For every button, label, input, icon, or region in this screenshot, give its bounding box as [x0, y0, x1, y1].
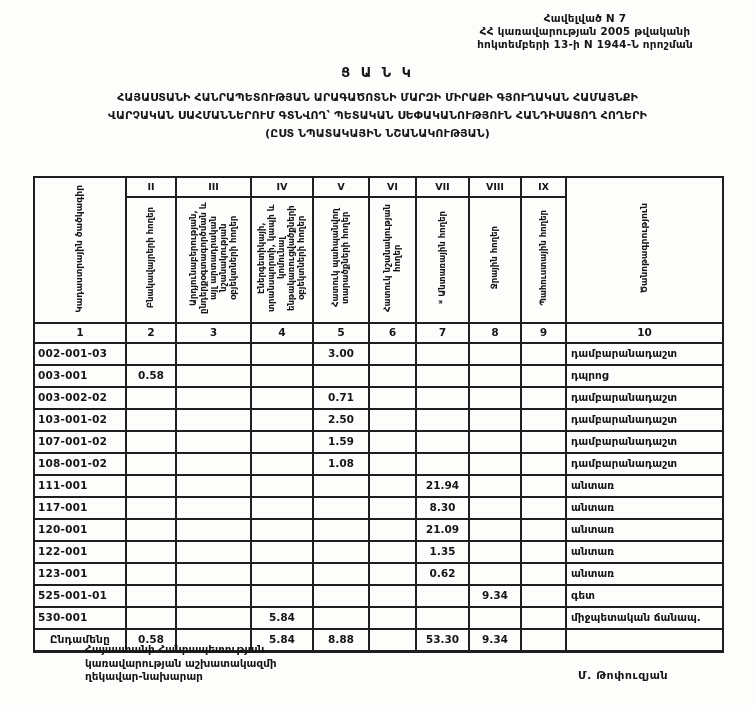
value-cell	[176, 343, 251, 365]
table-row	[34, 409, 723, 431]
value-cell	[469, 541, 521, 563]
note-cell: գետ	[566, 585, 723, 607]
signature-name: Մ. Թոփուզյան	[578, 669, 669, 682]
note-cell	[566, 629, 723, 652]
value-cell	[251, 541, 313, 563]
value-cell	[521, 607, 566, 629]
cadastral-code-cell: Ընդամենը	[34, 629, 126, 652]
roman-numeral-cell: V	[313, 177, 369, 197]
value-cell	[251, 343, 313, 365]
value-cell: 1.59	[313, 431, 369, 453]
roman-numeral-row	[34, 177, 723, 197]
value-cell: 21.94	[416, 475, 469, 497]
value-cell	[416, 607, 469, 629]
value-cell	[313, 585, 369, 607]
land-parcels-table	[33, 176, 724, 653]
value-cell	[521, 563, 566, 585]
value-cell	[176, 365, 251, 387]
document-subtitle	[0, 89, 755, 143]
value-cell	[176, 585, 251, 607]
value-cell	[416, 387, 469, 409]
cadastral-code-cell: 107-001-02	[34, 431, 126, 453]
value-cell	[176, 409, 251, 431]
value-cell	[469, 387, 521, 409]
value-cell	[369, 343, 416, 365]
value-cell	[251, 431, 313, 453]
column-number-row	[34, 323, 723, 343]
value-cell	[521, 475, 566, 497]
roman-numeral-cell: VI	[369, 177, 416, 197]
value-cell	[369, 563, 416, 585]
value-cell	[369, 497, 416, 519]
cadastral-code-cell: 123-001	[34, 563, 126, 585]
value-cell	[469, 607, 521, 629]
value-cell	[313, 563, 369, 585]
value-cell	[521, 431, 566, 453]
value-cell	[416, 365, 469, 387]
cadastral-code-cell: 530-001	[34, 607, 126, 629]
value-cell	[469, 453, 521, 475]
table-row	[34, 497, 723, 519]
value-cell: 0.71	[313, 387, 369, 409]
roman-numeral-cell: IV	[251, 177, 313, 197]
value-cell: 21.09	[416, 519, 469, 541]
note-cell: անտառ	[566, 475, 723, 497]
table-row	[34, 343, 723, 365]
value-cell	[469, 409, 521, 431]
category-header: * Անտառային հողեր	[416, 197, 469, 323]
table-row	[34, 563, 723, 585]
cadastral-code-cell: 120-001	[34, 519, 126, 541]
value-cell: 1.08	[313, 453, 369, 475]
value-cell	[176, 453, 251, 475]
roman-numeral-cell: VIII	[469, 177, 521, 197]
value-cell	[176, 563, 251, 585]
cadastral-code-cell: 103-001-02	[34, 409, 126, 431]
value-cell	[176, 541, 251, 563]
value-cell: 9.34	[469, 629, 521, 652]
value-cell: 2.50	[313, 409, 369, 431]
cadastral-code-cell: 122-001	[34, 541, 126, 563]
value-cell	[521, 365, 566, 387]
value-cell	[313, 541, 369, 563]
subtitle-line: ՀԱՅԱՍՏԱՆԻ ՀԱՆՐԱՊԵՏՈՒԹՅԱՆ ԱՐԱԳԱԾՈՏՆԻ ՄԱՐԶԻ ՄԻՐԱՔԻ ԳՅՈՒՂԱԿԱՆ ՀԱՄԱՅՆՔԻ	[117, 91, 638, 104]
value-cell	[469, 497, 521, 519]
table-row	[34, 387, 723, 409]
note-column-header-label: Ծանոթագրություն	[639, 203, 650, 294]
value-cell: 53.30	[416, 629, 469, 652]
value-cell	[176, 519, 251, 541]
value-cell: 5.84	[251, 607, 313, 629]
value-cell	[251, 409, 313, 431]
cadastral-code-cell: 003-002-02	[34, 387, 126, 409]
signatory-line: կառավարության աշխատակազմի	[85, 657, 277, 670]
value-cell: 0.62	[416, 563, 469, 585]
value-cell	[469, 563, 521, 585]
value-cell	[126, 431, 176, 453]
value-cell: 0.58	[126, 629, 176, 652]
value-cell	[369, 475, 416, 497]
value-cell	[469, 343, 521, 365]
column-number-cell: 10	[566, 323, 723, 343]
value-cell	[469, 519, 521, 541]
table-row	[34, 519, 723, 541]
value-cell	[313, 365, 369, 387]
value-cell	[416, 409, 469, 431]
cadastral-code-cell: 117-001	[34, 497, 126, 519]
category-header: Արդյունաբերության, ընդերքօգտագործման և այլ արտադրական նշանակության օբյեկտների հողեր	[176, 197, 251, 323]
value-cell	[176, 387, 251, 409]
table-row	[34, 453, 723, 475]
value-cell	[126, 607, 176, 629]
value-cell	[251, 519, 313, 541]
value-cell	[416, 585, 469, 607]
category-header: Ջրային հողեր	[469, 197, 521, 323]
roman-numeral-cell: IX	[521, 177, 566, 197]
annex-reference	[420, 13, 750, 52]
column-number-cell: 9	[521, 323, 566, 343]
value-cell	[521, 585, 566, 607]
column-number-cell: 3	[176, 323, 251, 343]
note-column-header	[566, 177, 723, 323]
table-row	[34, 607, 723, 629]
note-cell: դպրոց	[566, 365, 723, 387]
table-row	[34, 541, 723, 563]
category-header: Պահուստային հողեր	[521, 197, 566, 323]
value-cell	[521, 343, 566, 365]
value-cell	[313, 497, 369, 519]
value-cell	[251, 453, 313, 475]
column-number-cell: 1	[34, 323, 126, 343]
note-cell: դամբարանադաշտ	[566, 453, 723, 475]
value-cell	[369, 629, 416, 652]
value-cell	[369, 519, 416, 541]
note-cell: անտառ	[566, 497, 723, 519]
table-row	[34, 365, 723, 387]
note-cell: դամբարանադաշտ	[566, 343, 723, 365]
value-cell	[313, 475, 369, 497]
value-cell	[126, 387, 176, 409]
note-cell: դամբարանադաշտ	[566, 387, 723, 409]
table-row	[34, 585, 723, 607]
cadastral-code-cell: 002-001-03	[34, 343, 126, 365]
value-cell	[176, 475, 251, 497]
cadastral-code-cell: 108-001-02	[34, 453, 126, 475]
value-cell: 3.00	[313, 343, 369, 365]
value-cell: 8.88	[313, 629, 369, 652]
note-cell: անտառ	[566, 519, 723, 541]
value-cell	[416, 453, 469, 475]
column-number-cell: 6	[369, 323, 416, 343]
category-header: Էներգետիկայի, տրանսպորտի, կապի և կոմունալ ենթակառուցվածքների օբյեկտների հողեր	[251, 197, 313, 323]
category-header: Բնակավայրերի հողեր	[126, 197, 176, 323]
note-cell: դամբարանադաշտ	[566, 409, 723, 431]
value-cell: 9.34	[469, 585, 521, 607]
value-cell	[369, 365, 416, 387]
annex-line: ՀՀ կառավարության 2005 թվականի	[479, 26, 691, 38]
value-cell	[369, 541, 416, 563]
signatory-line: Հայաստանի Հանրապետության	[85, 644, 265, 656]
value-cell	[521, 519, 566, 541]
column-number-cell: 7	[416, 323, 469, 343]
value-cell	[176, 431, 251, 453]
value-cell	[126, 541, 176, 563]
value-cell	[469, 365, 521, 387]
value-cell	[521, 453, 566, 475]
value-cell	[313, 607, 369, 629]
note-cell: անտառ	[566, 541, 723, 563]
cadastral-code-cell: 003-001	[34, 365, 126, 387]
value-cell	[251, 365, 313, 387]
category-header: Հատուկ պահպանվող տարածքների հողեր	[313, 197, 369, 323]
value-cell	[469, 431, 521, 453]
value-cell	[126, 563, 176, 585]
value-cell	[126, 585, 176, 607]
value-cell	[521, 409, 566, 431]
value-cell	[251, 475, 313, 497]
value-cell	[126, 343, 176, 365]
value-cell	[369, 387, 416, 409]
value-cell	[521, 541, 566, 563]
value-cell	[416, 431, 469, 453]
value-cell	[469, 475, 521, 497]
table-body	[34, 343, 723, 652]
annex-line: Հավելված N 7	[543, 13, 627, 25]
code-column-header-label: Կադաստրային ծածկագիր	[75, 184, 85, 313]
value-cell	[126, 497, 176, 519]
value-cell	[126, 475, 176, 497]
roman-numeral-cell: VII	[416, 177, 469, 197]
signatory-line: ղեկավար-նախարար	[85, 671, 203, 683]
table-row	[34, 431, 723, 453]
value-cell	[369, 431, 416, 453]
value-cell	[313, 519, 369, 541]
value-cell	[521, 387, 566, 409]
value-cell	[251, 585, 313, 607]
code-column-header	[34, 177, 126, 323]
value-cell	[521, 629, 566, 652]
value-cell	[369, 607, 416, 629]
value-cell: 5.84	[251, 629, 313, 652]
column-number-cell: 2	[126, 323, 176, 343]
cadastral-code-cell: 111-001	[34, 475, 126, 497]
value-cell	[251, 497, 313, 519]
annex-line: հոկտեմբերի 13-ի N 1944-Ն որոշման	[477, 39, 693, 51]
column-number-cell: 5	[313, 323, 369, 343]
value-cell	[176, 497, 251, 519]
column-number-cell: 4	[251, 323, 313, 343]
value-cell	[126, 519, 176, 541]
document-title: Ց Ա Ն Կ	[341, 66, 414, 81]
note-cell: դամբարանադաշտ	[566, 431, 723, 453]
value-cell: 8.30	[416, 497, 469, 519]
column-number-cell: 8	[469, 323, 521, 343]
value-cell	[126, 409, 176, 431]
value-cell: 1.35	[416, 541, 469, 563]
table-row	[34, 475, 723, 497]
value-cell	[126, 453, 176, 475]
value-cell: 0.58	[126, 365, 176, 387]
subtitle-line: (ԸՍՏ ՆՊԱՏԱԿԱՅԻՆ ՆՇԱՆԱԿՈՒԹՅԱՆ)	[265, 127, 490, 140]
value-cell	[251, 563, 313, 585]
category-header: Հատուկ նշանակության հողեր	[369, 197, 416, 323]
value-cell	[416, 343, 469, 365]
value-cell	[369, 453, 416, 475]
cadastral-code-cell: 525-001-01	[34, 585, 126, 607]
note-cell: անտառ	[566, 563, 723, 585]
value-cell	[369, 585, 416, 607]
value-cell	[251, 387, 313, 409]
subtitle-line: ՎԱՐՉԱԿԱՆ ՍԱՀՄԱՆՆԵՐՈՒՄ ԳՏՆՎՈՂ՝ ՊԵՏԱԿԱՆ ՍԵՓԱԿԱՆՈՒԹՅՈՒՆ ՀԱՆԴԻՍԱՑՈՂ ՀՈՂԵՐԻ	[108, 109, 647, 122]
value-cell	[521, 497, 566, 519]
note-cell: միջպետական ճանապ.	[566, 607, 723, 629]
roman-numeral-cell: II	[126, 177, 176, 197]
roman-numeral-cell: III	[176, 177, 251, 197]
value-cell	[369, 409, 416, 431]
value-cell	[176, 607, 251, 629]
signatory-block	[85, 644, 277, 685]
